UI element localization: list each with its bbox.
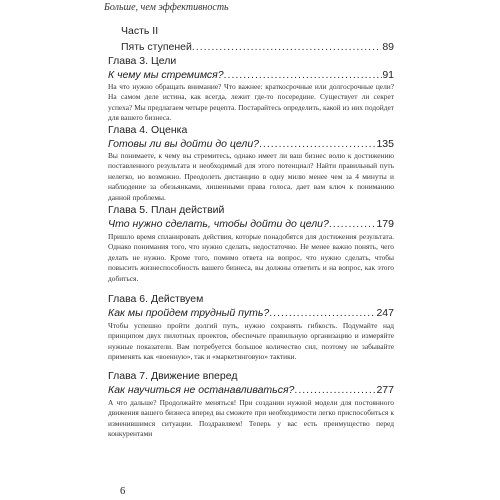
chapter-entry [108,68,394,82]
page-number: 135 [376,138,394,150]
part-label: Часть II [121,25,159,37]
chapter-description: Чтобы успешно пройти долгий путь, нужно сохранять гибкость. Подумайте над принципом двух пилотных проектов, обеспечьте правильную организацию и измеряйте нужные показатели. Вам потребуется большое количество сил, поэтому не забывайте применять как «военную», так и «маркетинговую» тактики. [108,321,394,362]
page-number: 91 [382,69,394,81]
dot-leader [329,217,377,231]
chapter-question: Как мы пройдем трудный путь? [108,307,270,319]
chapter-heading: Глава 6. Действуем [108,293,204,305]
page-folio: 6 [120,486,126,497]
chapter-heading: Глава 3. Цели [108,55,177,67]
page-number: 179 [376,218,394,230]
chapter-heading: Глава 7. Движение вперед [108,370,238,382]
chapter-question: Как научиться не останавливаться? [108,384,295,396]
chapter-heading: Глава 5. План действий [108,204,225,216]
dot-leader [224,68,383,82]
chapter-description: Пришло время спланировать действия, которые понадобятся для достижения результата. Однако понимания того, что нужно сделать, недостаточно. Не менее важно понять, чего делать не нужно. Кроме того, помимо ответа на вопрос, что нужно сделать, чтобы повысить жизнеспособность вашего бизнеса, вы должны ответить и на вопрос, как этого добиться. [108,232,394,283]
page-number: 277 [376,384,394,396]
chapter-entry [108,137,394,151]
dot-leader [192,40,381,54]
chapter-description: А что дальше? Продолжайте меняться! При создании нужной модели для постоянного движения вашего бизнеса вперед вы сможете при необходимости легко приспособиться к изменившимся ситуации. Поздравляем! Теперь у вас есть преимущество перед конкурентами [108,398,394,439]
page-number: 89 [382,41,394,53]
dot-leader [294,383,376,397]
page-number: 247 [376,307,394,319]
dot-leader [269,306,376,320]
chapter-question: К чему мы стремимся? [108,69,224,81]
chapter-question: Что нужно сделать, чтобы дойти до цели? [108,218,329,230]
chapter-entry [108,306,394,320]
dot-leader [259,137,376,151]
chapter-entry [108,383,394,397]
running-head: Больше, чем эффективность [104,2,229,13]
chapter-description: На что нужно обращать внимание? Что важнее: краткосрочные или долгосрочные цели? На самом деле истина, как всегда, лежит где-то посередине. Существует ли секрет успеха? Мы предлагаем четыре рецепта. Постарайтесь определить, какой из них подойдет для вашего бизнеса. [108,82,394,123]
part-title-entry [121,40,394,54]
chapter-heading: Глава 4. Оценка [108,124,188,136]
chapter-entry [108,217,394,231]
part-title: Пять ступеней [121,41,192,53]
chapter-question: Готовы ли вы дойти до цели? [108,138,259,150]
chapter-description: Вы понимаете, к чему вы стремитесь, однако имеет ли ваш бизнес волю к достижению поставленного результата и необходимый для этого потенциал? Найти правильный путь нелегко, но возможно. Преодолеть дистанцию в одну милю менее чем за 4 минуты и наблюдение за обезьянками, лишенными права голоса, дает вам ключ к пониманию данной проблемы. [108,151,394,202]
